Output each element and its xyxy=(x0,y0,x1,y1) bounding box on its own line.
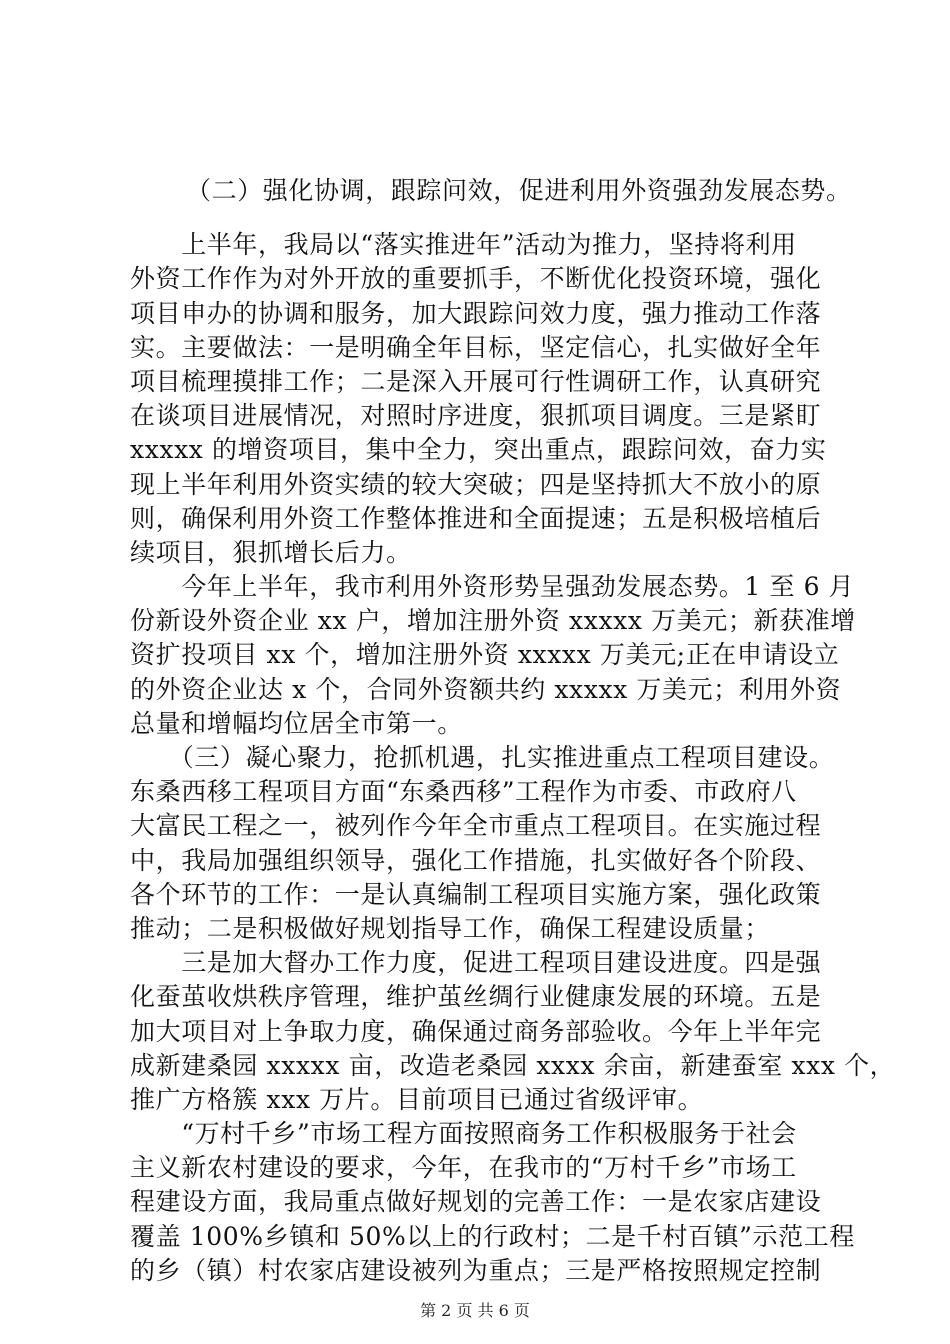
paragraph-line: 的乡（镇）村农家店建设被列为重点；三是严格按照规定控制 xyxy=(130,1255,822,1285)
paragraph-line: 外资工作作为对外开放的重要抓手，不断优化投资环境，强化 xyxy=(130,264,822,294)
paragraph-line: 项目申办的协调和服务，加大跟踪问效力度，强力推动工作落 xyxy=(130,298,822,328)
paragraph-line: 中，我局加强组织领导，强化工作措施，扎实做好各个阶段、 xyxy=(130,845,822,875)
paragraph-line: 覆盖 100%乡镇和 50%以上的行政村；二是千村百镇”示范工程 xyxy=(130,1221,855,1251)
paragraph-line: 项目梳理摸排工作；二是深入开展可行性调研工作，认真研究 xyxy=(130,366,822,396)
section-heading-3: （三）凝心聚力，抢抓机遇，扎实推进重点工程项目建设。 xyxy=(130,743,835,772)
paragraph-line: 程建设方面，我局重点做好规划的完善工作：一是农家店建设 xyxy=(130,1187,822,1217)
paragraph-line: “万村千乡”市场工程方面按照商务工作积极服务于社会 xyxy=(130,1119,797,1149)
paragraph-line: 现上半年利用外资实绩的较大突破；四是坚持抓大不放小的原 xyxy=(130,469,822,499)
paragraph-line: 加大项目对上争取力度，确保通过商务部验收。今年上半年完 xyxy=(130,1016,822,1046)
paragraph-line: 今年上半年，我市利用外资形势呈强劲发展态势。1 至 6 月 xyxy=(130,572,855,602)
paragraph-line: 的外资企业达 x 个，合同外资额共约 xxxxx 万美元；利用外资 xyxy=(130,674,842,704)
paragraph-line: 各个环节的工作：一是认真编制工程项目实施方案，强化政策 xyxy=(130,879,822,909)
section-heading-2: （二）强化协调，跟踪问效，促进利用外资强劲发展态势。 xyxy=(186,176,852,205)
paragraph-line: 推广方格簇 xxx 万片。目前项目已通过省级评审。 xyxy=(130,1084,704,1114)
page-number-footer: 第 2 页 共 6 页 xyxy=(420,1301,530,1320)
paragraph-line: 资扩投项目 xx 个，增加注册外资 xxxxx 万美元;正在申请设立 xyxy=(130,640,840,670)
paragraph-line: 化蚕茧收烘秩序管理，维护茧丝绸行业健康发展的环境。五是 xyxy=(130,982,822,1012)
paragraph-line: 总量和增幅均位居全市第一。 xyxy=(130,708,463,738)
paragraph-line: 续项目，狠抓增长后力。 xyxy=(130,537,412,567)
paragraph-line: 上半年，我局以“落实推进年”活动为推力，坚持将利用 xyxy=(130,230,797,260)
paragraph-line: 在谈项目进展情况，对照时序进度，狠抓项目调度。三是紧盯 xyxy=(130,401,822,431)
paragraph-line: 东桑西移工程项目方面“东桑西移”工程作为市委、市政府八 xyxy=(130,777,797,807)
paragraph-line: 则，确保利用外资工作整体推进和全面提速；五是积极培植后 xyxy=(130,503,822,533)
paragraph-line: 成新建桑园 xxxxx 亩，改造老桑园 xxxx 余亩，新建蚕室 xxx 个， xyxy=(130,1050,896,1080)
paragraph-line: 份新设外资企业 xx 户，增加注册外资 xxxxx 万美元；新获准增 xyxy=(130,606,856,636)
paragraph-line: xxxxx 的增资项目，集中全力，突出重点，跟踪问效，奋力实 xyxy=(130,435,827,465)
document-body xyxy=(130,174,896,1288)
paragraph-line: 大富民工程之一，被列作今年全市重点工程项目。在实施过程 xyxy=(130,811,822,841)
paragraph-line: 三是加大督办工作力度，促进工程项目建设进度。四是强 xyxy=(130,948,822,978)
paragraph-line: 主义新农村建设的要求，今年，在我市的“万村千乡”市场工 xyxy=(130,1153,797,1183)
paragraph-line: 实。主要做法：一是明确全年目标，坚定信心，扎实做好全年 xyxy=(130,332,822,362)
paragraph-line: 推动；二是积极做好规划指导工作，确保工程建设质量； xyxy=(130,913,771,943)
